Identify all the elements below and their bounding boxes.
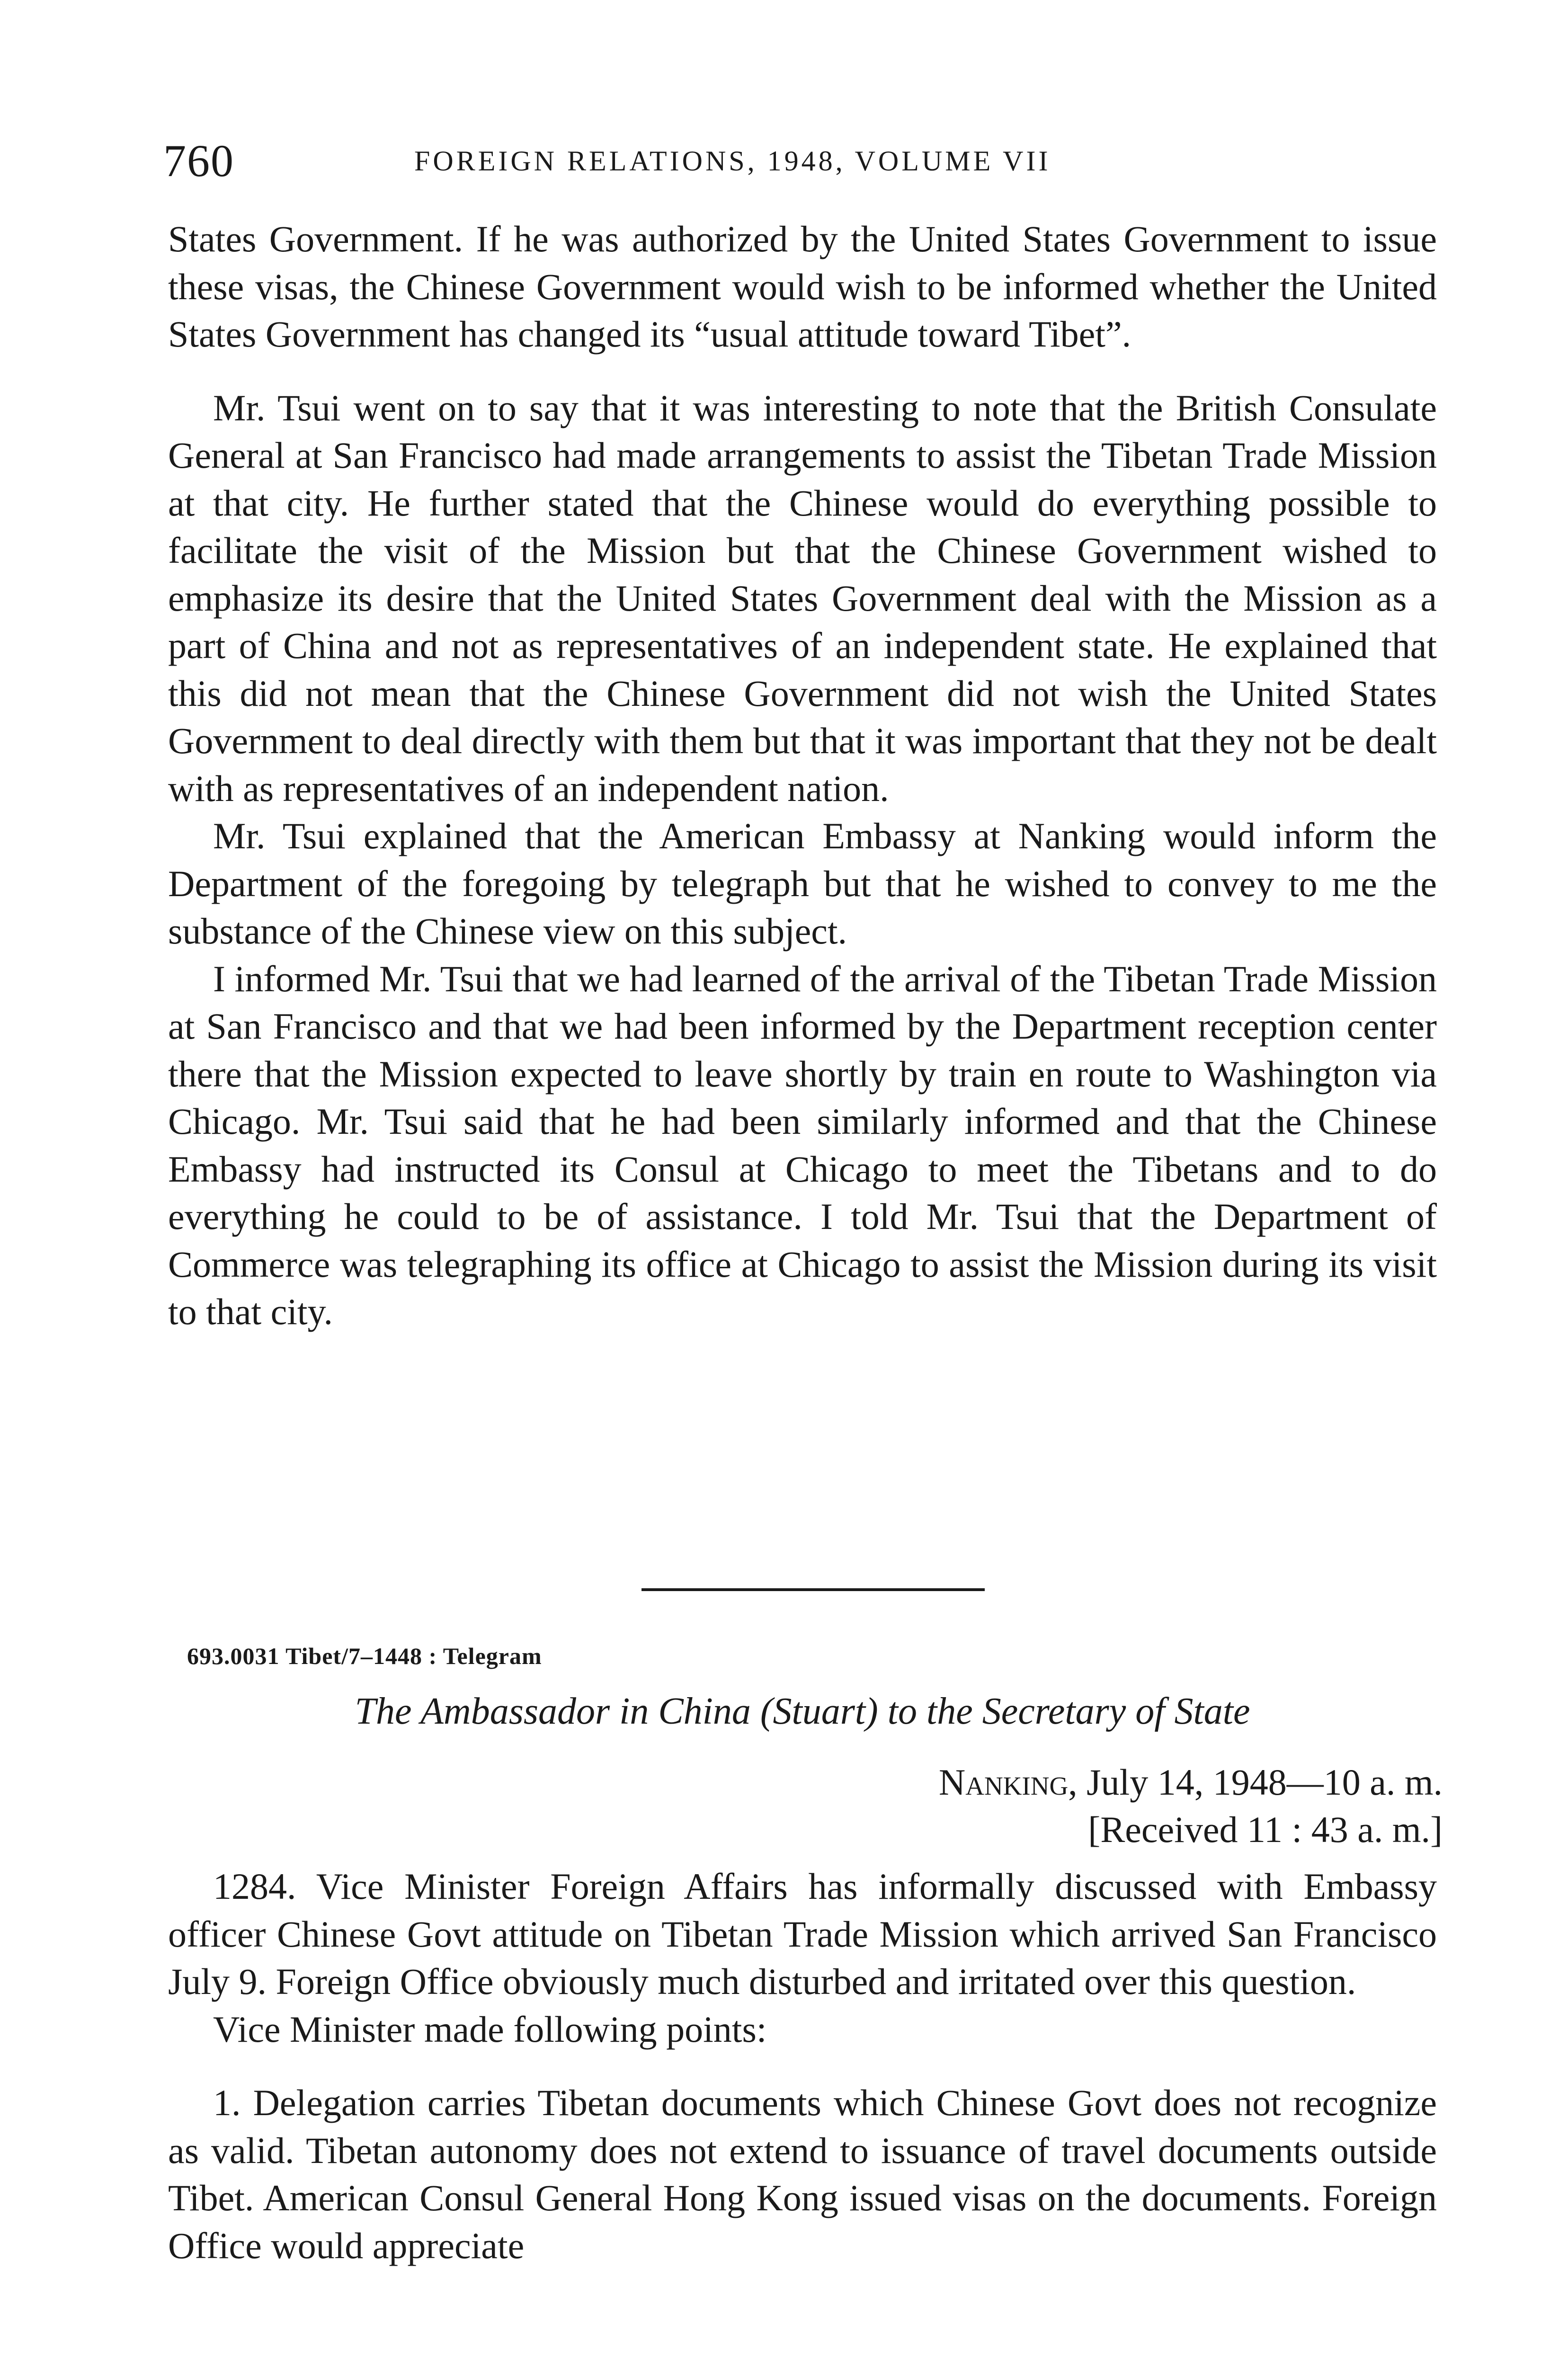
paragraph: States Government. If he was authorized by the United States Government to issue these visas, the Chinese Government would wish to be informed whether the United States Government has changed its “usual attitude toward Tibet”. <box>168 218 1437 355</box>
paragraph: Mr. Tsui went on to say that it was interesting to note that the British Consulate General at San Francisco had made arrangements to assist the Tibetan Trade Mission at that city. He further stated that the Chinese would do everything possible to facilitate the visit of the Mission but that the Chinese Government wished to emphasize its desire that the United States Government deal with the Mission as a part of China and not as representatives of an independent state. He explained that this did not mean that the Chinese Government did not wish the United States Government to deal directly with them but that it was important that they not be dealt with as representatives of an independent nation. <box>168 387 1437 809</box>
dateline <box>939 1759 1443 1853</box>
paragraph: Mr. Tsui explained that the American Embassy at Nanking would inform the Department of the foregoing by telegraph but that he wished to convey to me the substance of the Chinese view on this subject. <box>168 815 1437 952</box>
paragraph-gap <box>168 358 1437 384</box>
paragraph: 1284. Vice Minister Foreign Affairs has informally discussed with Embassy officer Chinese Govt attitude on Tibetan Trade Mission which arrived San Francisco July 9. Foreign Office obviously much disturbed and irritated over this question. <box>168 1866 1437 2002</box>
page-number: 760 <box>163 135 234 186</box>
paragraph-gap <box>168 2053 1437 2079</box>
dateline-received: [Received 11 : 43 a. m.] <box>1088 1809 1443 1850</box>
section-divider <box>641 1588 985 1591</box>
paragraph: I informed Mr. Tsui that we had learned of the arrival of the Tibetan Trade Mission at San Francisco and that we had been informed by the Department reception center there that the Mission expected to leave shortly by train en route to Washington via Chicago. Mr. Tsui said that he had been similarly informed and that the Chinese Embassy had instructed its Consul at Chicago to meet the Tibetans and to do everything he could to be of assistance. I told Mr. Tsui that the Department of Commerce was telegraphing its office at Chicago to assist the Mission during its visit to that city. <box>168 958 1437 1332</box>
dateline-time: July 14, 1948—10 a. m. <box>1077 1762 1443 1803</box>
running-head: FOREIGN RELATIONS, 1948, VOLUME VII <box>414 145 1051 177</box>
page-header <box>163 135 1442 192</box>
dateline-place: Nanking, <box>938 1762 1078 1803</box>
document-title: The Ambassador in China (Stuart) to the Secretary of State <box>355 1691 1250 1732</box>
memorandum-text <box>168 215 1437 1336</box>
telegram-text <box>168 1863 1437 2269</box>
file-number: 693.0031 Tibet/7–1448 : Telegram <box>187 1643 542 1669</box>
dateline-sent <box>939 1759 1443 1806</box>
paragraph: 1. Delegation carries Tibetan documents which Chinese Govt does not recognize as valid. Tibetan autonomy does not extend to issuance of travel documents outside Tibet. American Consul General Hong Kong issued visas on the documents. Foreign Office would appreciate <box>168 2082 1437 2266</box>
paragraph: Vice Minister made following points: <box>213 2008 767 2050</box>
